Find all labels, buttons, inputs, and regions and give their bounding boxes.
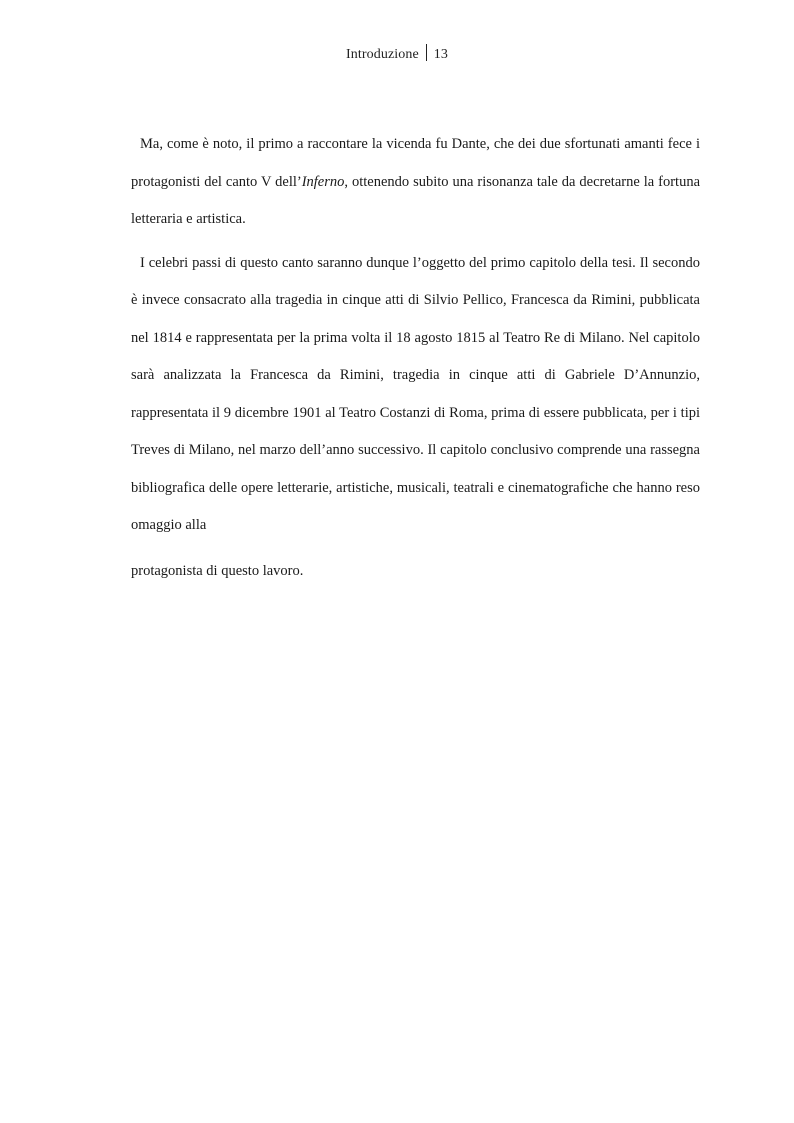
paragraph-2 [131,245,700,591]
paragraph-2-last-line: protagonista di questo lavoro. [131,562,304,579]
header-section-title: Introduzione [346,47,419,62]
paragraph-1-italic-title: Inferno [301,173,345,190]
running-header [0,44,794,63]
header-separator [426,44,427,61]
paragraph-1 [131,126,700,239]
paragraph-2-text: I celebri passi di questo canto saranno dunque l’oggetto del primo capitolo della tesi. Il secondo è invece consacrato alla tragedia in cinque atti di Silvio Pellico, Francesca da Rimini, pubblicata nel 1814 e rappresentata per la prima volta il 18 agosto 1815 al Teatro Re di Milano. Nel capitolo sarà analizzata la Francesca da Rimini, tragedia in cinque atti di Gabriele D’Annunzio, rappresentata il 9 dicembre 1901 al Teatro Costanzi di Roma, prima di essere pubblicata, per i tipi Treves di Milano, nel marzo dell’anno successivo. Il capitolo conclusivo comprende una rassegna bibliografica delle opere letterarie, artistiche, musicali, teatrali e cinematografiche che hanno reso omaggio alla [131,254,700,533]
paragraph-1-text-a: Ma, come è noto, il primo a raccontare la vicenda fu Dante, che dei due sfortunati amanti fece i protagonisti del canto V dell’ [131,136,700,190]
page-number: 13 [433,47,448,62]
body-text [131,126,700,590]
paragraph-1-text-b: , ottenendo subito una risonanza tale da decretarne la fortuna letteraria e artistica. [131,173,700,227]
